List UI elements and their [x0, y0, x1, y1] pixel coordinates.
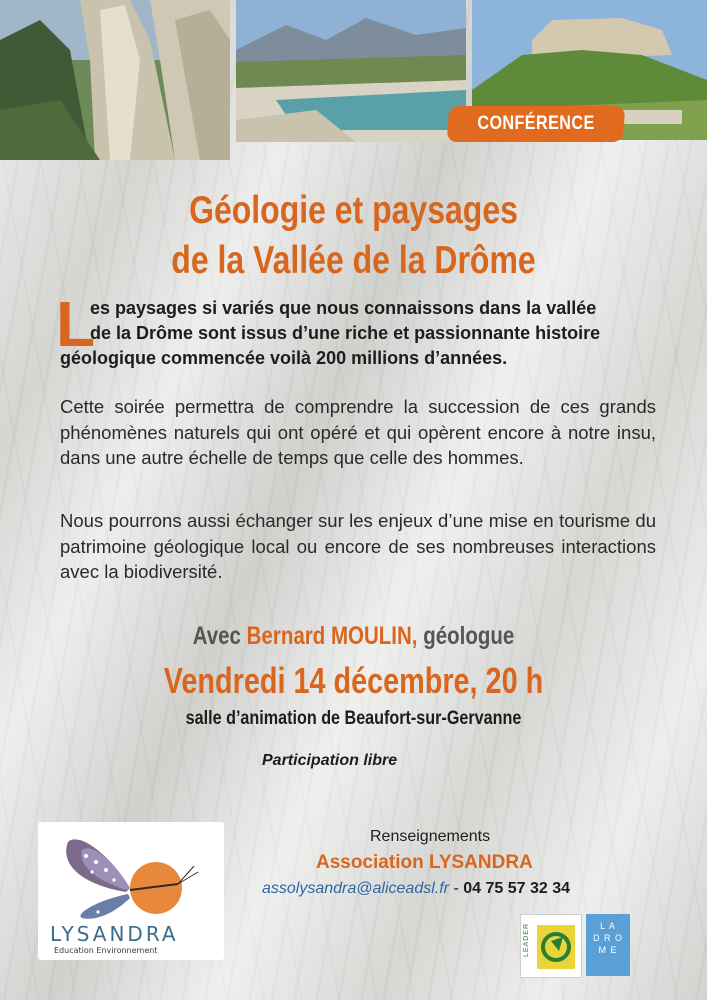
conference-badge: CONFÉRENCE	[447, 106, 626, 142]
event-venue: salle d’animation de Beaufort-sur-Gervanne	[185, 708, 522, 729]
body-paragraph-2: Nous pourrons aussi échanger sur les enjeux d’une mise en tourisme du patrimoine géologique local ou encore de ses nombreuses interactions avec la biodiversité.	[60, 510, 656, 582]
leader-logo	[520, 914, 582, 978]
speaker-name: Bernard MOULIN,	[246, 622, 418, 650]
event-date: Vendredi 14 décembre, 20 h	[163, 660, 544, 701]
body-paragraph-1: Cette soirée permettra de comprendre la succession de ces grands phénomènes naturels qui ont opéré et qui opèrent encore à notre insu, dans une autre échelle de temps que celle des hommes.	[60, 396, 656, 468]
lead-line-2: de la Drôme sont issus d’une riche et passionnante histoire	[90, 323, 601, 343]
lead-line-1: es paysages si variés que nous connaissons dans la vallée	[90, 298, 597, 318]
participation-note: Participation libre	[262, 752, 398, 769]
contact-separator: -	[449, 880, 464, 897]
phone-number: 04 75 57 32 34	[463, 880, 570, 897]
drome-text: L A D R O M E	[592, 921, 623, 955]
speaker-line	[64, 622, 644, 651]
drop-cap: L	[56, 288, 96, 360]
speaker-role: géologue	[417, 622, 515, 650]
lead-line-3: géologique commencée voilà 200 millions d’années.	[60, 348, 508, 368]
contact-line	[262, 880, 570, 898]
butterfly-icon	[38, 822, 224, 922]
lysandra-logo	[38, 822, 224, 960]
title-line-2: de la Vallée de la Drôme	[171, 239, 536, 282]
email-link[interactable]: assolysandra@aliceadsl.fr	[262, 880, 449, 897]
logo-subtitle: Education Environnement	[54, 946, 158, 955]
speaker-prefix: Avec	[192, 622, 247, 650]
info-label: Renseignements	[370, 828, 491, 845]
leader-emblem-icon	[521, 915, 581, 977]
photo-cliff	[0, 0, 230, 160]
la-drome-logo	[586, 914, 630, 976]
title-line-1: Géologie et paysages	[189, 189, 518, 232]
logo-name: LYSANDRA	[50, 922, 179, 946]
leader-text: LEADER	[523, 923, 530, 958]
photo-river	[236, 0, 466, 142]
association-name: Association LYSANDRA	[316, 852, 533, 873]
